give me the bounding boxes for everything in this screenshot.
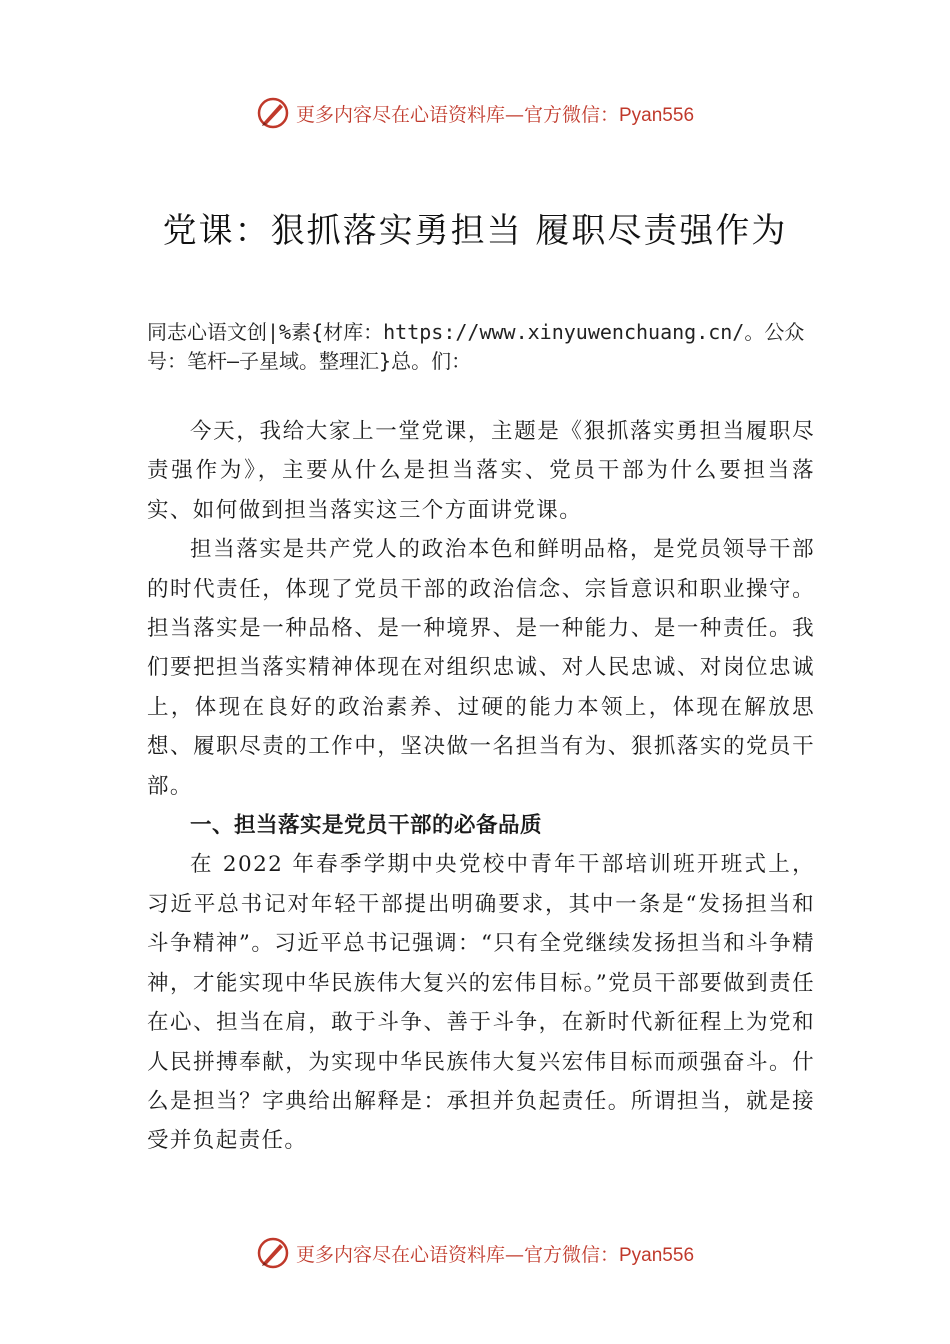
pen-logo-icon — [256, 96, 290, 130]
section-heading: 一、担当落实是党员干部的必备品质 — [190, 813, 543, 839]
paragraph-definition: 担当落实是共产党人的政治本色和鲜明品格，是党员领导干部的时代责任，体现了党员干部的政治信念、宗旨意识和职业操守。担当落实是一种品格、是一种境界、是一种能力、是一种责任。我们要把担当落实精神体现在对组织忠诚、对人民忠诚、对岗位忠诚上，体现在良好的政治素养、过硬的能力本领上，体现在解放思想、履职尽责的工作中，坚决做一名担当有为、狠抓落实的党员干部。 — [147, 537, 815, 799]
document-title: 党课：狠抓落实勇担当 履职尽责强作为 — [162, 211, 788, 251]
document-body — [147, 412, 815, 1161]
pen-logo-icon — [256, 1236, 290, 1270]
header-banner — [0, 93, 950, 133]
banner-text: 更多内容尽在心语资料库—官方微信：Pyan556 — [295, 1243, 695, 1266]
source-line: 同志心语文创|%素{材库：https://www.xinyuwenchuang.cn/。公众号：笔杆—子星域。整理汇}总。们： — [147, 320, 805, 373]
banner-text: 更多内容尽在心语资料库—官方微信：Pyan556 — [295, 103, 695, 126]
footer-banner — [0, 1233, 950, 1273]
paragraph-intro: 今天，我给大家上一堂党课，主题是《狠抓落实勇担当履职尽责强作为》，主要从什么是担当落实、党员干部为什么要担当落实、如何做到担当落实这三个方面讲党课。 — [147, 419, 815, 523]
paragraph-section-one: 在 2022 年春季学期中央党校中青年干部培训班开班式上，习近平总书记对年轻干部提出明确要求，其中一条是“发扬担当和斗争精神”。习近平总书记强调：“只有全党继续发扬担当和斗争精神，才能实现中华民族伟大复兴的宏伟目标。”党员干部要做到责任在心、担当在肩，敢于斗争、善于斗争，在新时代新征程上为党和人民拼搏奉献，为实现中华民族伟大复兴宏伟目标而顽强奋斗。什么是担当？字典给出解释是：承担并负起责任。所谓担当，就是接受并负起责任。 — [147, 852, 815, 1154]
